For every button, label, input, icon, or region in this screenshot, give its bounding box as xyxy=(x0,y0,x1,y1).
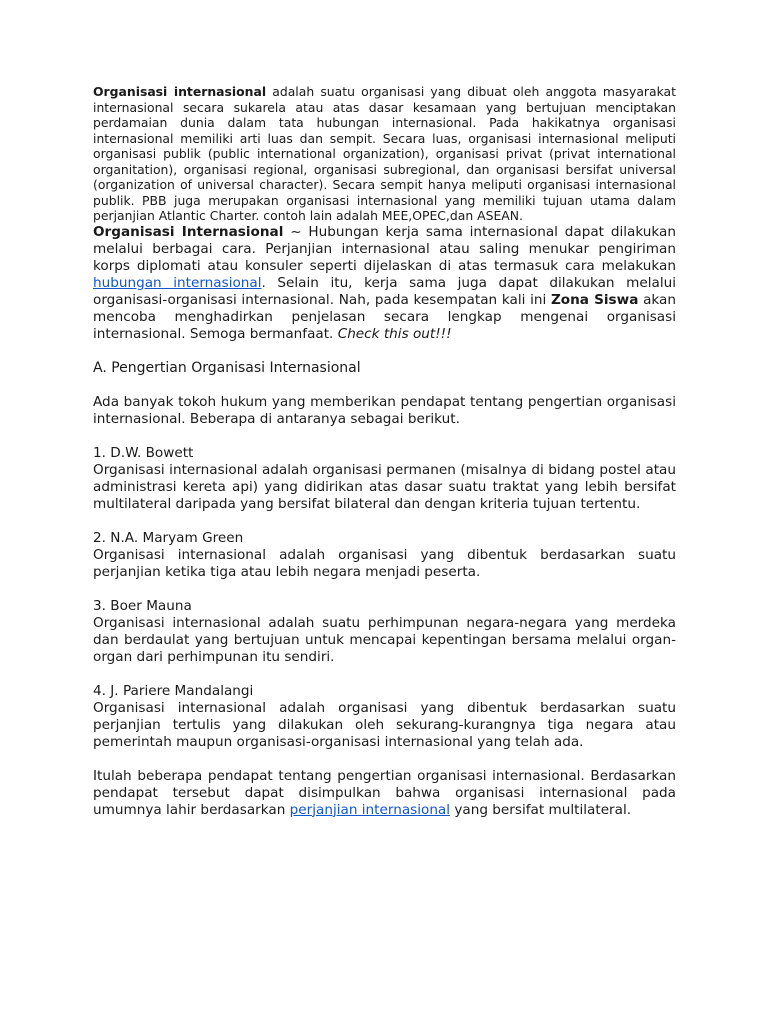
definition-title: 3. Boer Mauna xyxy=(93,597,192,614)
document-page xyxy=(93,84,676,819)
definition-text: Organisasi internasional adalah organisasi yang dibentuk berdasarkan suatu perjanjian ketika tiga atau lebih negara menjadi peserta. xyxy=(93,546,676,580)
section-a-heading: A. Pengertian Organisasi Internasional xyxy=(93,359,361,376)
definition-item xyxy=(93,598,676,666)
intro2-bold: Organisasi Internasional xyxy=(93,223,284,240)
zona-siswa-bold: Zona Siswa xyxy=(550,291,639,308)
spacer xyxy=(93,581,676,598)
definition-title: 4. J. Pariere Mandalangi xyxy=(93,682,254,699)
check-this-out: Check this out!!! xyxy=(337,325,452,342)
definition-text: Organisasi internasional adalah organisasi permanen (misalnya di bidang postel atau administrasi kereta api) yang didirikan atas dasar suatu traktat yang lebih bersifat multilateral daripada yang bersifat bilateral dan dengan kriteria tujuan tertentu. xyxy=(93,461,676,512)
section-a-intro: Ada banyak tokoh hukum yang memberikan pendapat tentang pengertian organisasi internasional. Beberapa di antaranya sebagai berikut. xyxy=(93,393,676,427)
definition-text: Organisasi internasional adalah suatu perhimpunan negara-negara yang merdeka dan berdaulat yang bertujuan untuk mencapai kepentingan bersama melalui organ-organ dari perhimpunan itu sendiri. xyxy=(93,614,676,665)
spacer xyxy=(93,751,676,768)
intro2-paragraph xyxy=(93,224,676,343)
definition-item xyxy=(93,530,676,581)
intro-lead-bold: Organisasi internasional xyxy=(93,84,267,99)
definition-item xyxy=(93,445,676,513)
definition-item xyxy=(93,683,676,751)
hubungan-internasional-link[interactable]: hubungan internasional xyxy=(93,274,262,291)
spacer xyxy=(93,666,676,683)
conclusion-text1: Itulah beberapa pendapat tentang pengertian organisasi internasional. Berdasarkan pendapat tersebut dapat disimpulkan bahwa organisasi internasional pada umumnya lahir berdasarkan xyxy=(93,767,676,818)
intro2-text2: . Selain itu, kerja sama juga dapat dilakukan melalui organisasi-organisasi internasional. Nah, pada kesempatan kali ini xyxy=(93,274,676,308)
definition-title: 1. D.W. Bowett xyxy=(93,444,194,461)
definition-title: 2. N.A. Maryam Green xyxy=(93,529,244,546)
perjanjian-internasional-link[interactable]: perjanjian internasional xyxy=(289,801,451,818)
intro-paragraph xyxy=(93,84,676,224)
spacer xyxy=(93,428,676,445)
definition-text: Organisasi internasional adalah organisasi yang dibentuk berdasarkan suatu perjanjian tertulis yang dilakukan oleh sekurang-kurangnya tiga negara atau pemerintah maupun organisasi-organisasi internasional yang telah ada. xyxy=(93,699,676,750)
intro2-text3: akan mencoba menghadirkan penjelasan secara lengkap mengenai organisasi internasional. Semoga bermanfaat. xyxy=(93,291,676,342)
intro2-text1: ~ Hubungan kerja sama internasional dapat dilakukan melalui berbagai cara. Perjanjian internasional atau saling menukar pengiriman korps diplomati atau konsuler seperti dijelaskan di atas termasuk cara melakukan xyxy=(93,223,676,274)
spacer xyxy=(93,377,676,394)
spacer xyxy=(93,343,676,360)
intro-lead-text: adalah suatu organisasi yang dibuat oleh anggota masyarakat internasional secara sukarela atau atas dasar kesamaan yang bertujuan menciptakan perdamaian dunia dalam tata hubungan internasional. Pada hakikatnya organisasi internasional memiliki arti luas dan sempit. Secara luas, organisasi internasional meliputi organisasi publik (public international organization), organisasi privat (privat international organitation), organisasi regional, organisasi subregional, dan organisasi bersifat universal (organization of universal character). Secara sempit hanya meliputi organisasi internasional publik. PBB juga merupakan organisasi internasional yang memiliki tujuan utama dalam perjanjian Atlantic Charter. contoh lain adalah MEE,OPEC,dan ASEAN. xyxy=(93,84,677,223)
spacer xyxy=(93,513,676,530)
conclusion-text2: yang bersifat multilateral. xyxy=(450,801,632,818)
conclusion-paragraph xyxy=(93,768,676,819)
